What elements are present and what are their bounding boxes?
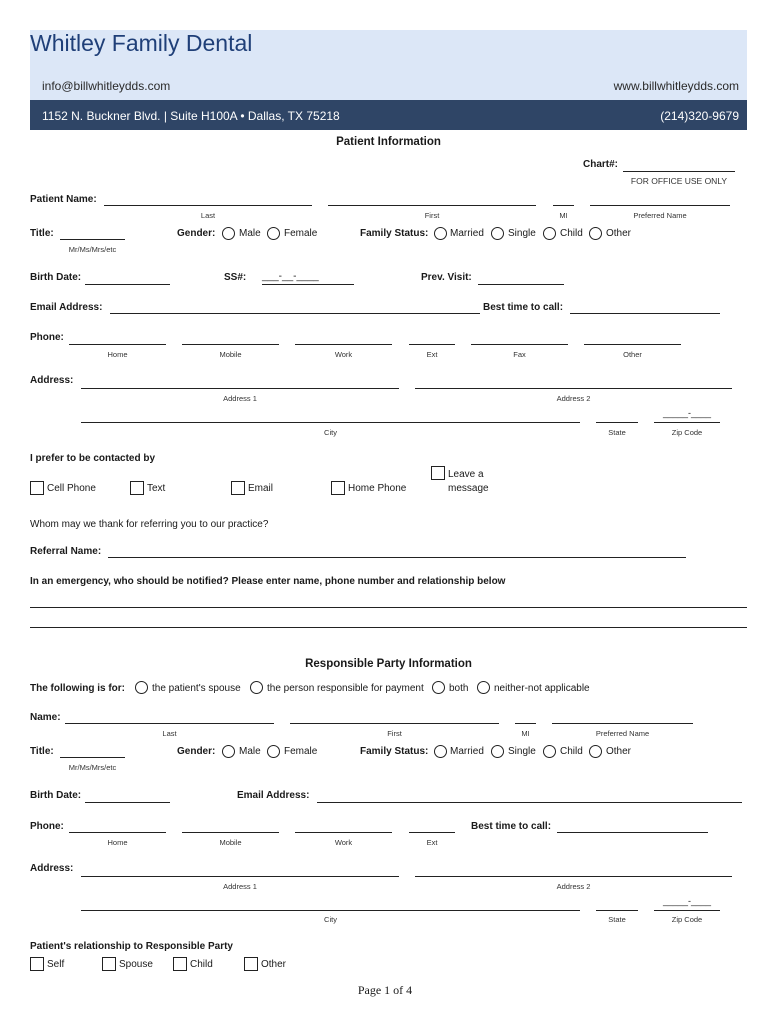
patient-preferred-name-field[interactable]	[590, 205, 730, 206]
family-child-label: Child	[560, 228, 583, 239]
rp-birth-date-field[interactable]	[85, 802, 170, 803]
contact-email-label: Email	[248, 483, 274, 494]
rp-sub-state: State	[608, 915, 626, 924]
patient-section-title: Patient Information	[336, 136, 441, 148]
rp-best-time-field[interactable]	[557, 832, 708, 833]
office-use-note: FOR OFFICE USE ONLY	[630, 176, 728, 186]
rp-sub-mobile: Mobile	[219, 838, 242, 847]
rp-best-time-label: Best time to call:	[471, 821, 552, 832]
contact-pref-label: I prefer to be contacted by	[30, 453, 156, 464]
rp-sub-work: Work	[334, 838, 353, 847]
contact-cell-label: Cell Phone	[47, 483, 96, 494]
rp-address-label: Address:	[30, 863, 74, 874]
emergency-field-2[interactable]	[30, 627, 747, 628]
rp-preferred-name-field[interactable]	[552, 723, 693, 724]
rp-last-name-field[interactable]	[65, 723, 274, 724]
ss-placeholder: ___-__-____	[262, 271, 319, 282]
for-spouse-label: the patient's spouse	[152, 683, 241, 694]
contact-text-label: Text	[147, 483, 166, 494]
rp-sub-city: City	[324, 915, 337, 924]
relationship-label: Patient's relationship to Responsible Party	[30, 941, 233, 952]
sub-city: City	[324, 428, 337, 437]
gender-label: Gender:	[177, 228, 216, 239]
sub-home: Home	[107, 350, 128, 359]
rp-title-field[interactable]	[60, 757, 125, 758]
chart-field[interactable]	[623, 171, 735, 172]
phone-label: Phone:	[30, 332, 64, 343]
rp-gender-female-radio[interactable]	[267, 745, 280, 758]
contact-home-phone-checkbox[interactable]	[331, 481, 345, 495]
rp-sub-address2: Address 2	[556, 882, 591, 891]
family-married-radio[interactable]	[434, 227, 447, 240]
rp-address2-field[interactable]	[415, 876, 732, 877]
for-both-radio[interactable]	[432, 681, 445, 694]
rp-phone-work-field[interactable]	[295, 832, 392, 833]
gender-female-radio[interactable]	[267, 227, 280, 240]
for-payer-radio[interactable]	[250, 681, 263, 694]
title-field[interactable]	[60, 239, 125, 240]
relationship-child-checkbox[interactable]	[173, 957, 187, 971]
family-other-label: Other	[606, 228, 632, 239]
family-child-radio[interactable]	[543, 227, 556, 240]
phone-fax-field[interactable]	[471, 344, 568, 345]
rp-family-other-label: Other	[606, 746, 632, 757]
rp-family-married-radio[interactable]	[434, 745, 447, 758]
prev-visit-label: Prev. Visit:	[421, 272, 472, 283]
referral-question: Whom may we thank for referring you to our practice?	[30, 519, 269, 530]
leave-message-line2: message	[448, 483, 489, 494]
email-field[interactable]	[110, 313, 480, 314]
family-other-radio[interactable]	[589, 227, 602, 240]
responsible-section-title: Responsible Party Information	[305, 658, 472, 670]
rp-sub-address1: Address 1	[223, 882, 257, 891]
rp-family-child-label: Child	[560, 746, 583, 757]
practice-email: info@billwhitleydds.com	[42, 79, 171, 93]
rp-phone-home-field[interactable]	[69, 832, 166, 833]
sub-zip: Zip Code	[671, 428, 703, 437]
address-label: Address:	[30, 375, 74, 386]
rp-title-sub: Mr/Ms/Mrs/etc	[68, 763, 117, 772]
rp-family-other-radio[interactable]	[589, 745, 602, 758]
for-payer-label: the person responsible for payment	[267, 683, 424, 694]
rp-family-single-label: Single	[508, 746, 536, 757]
ss-label: SS#:	[224, 272, 247, 283]
leave-message-line1: Leave a	[448, 469, 484, 480]
phone-ext-field[interactable]	[409, 344, 455, 345]
family-single-label: Single	[508, 228, 536, 239]
rp-family-married-label: Married	[450, 746, 484, 757]
ss-field[interactable]	[262, 284, 354, 285]
phone-other-field[interactable]	[584, 344, 681, 345]
gender-male-label: Male	[239, 228, 261, 239]
emergency-field-1[interactable]	[30, 607, 747, 608]
zip-placeholder: _____-____	[662, 408, 712, 418]
relationship-spouse-checkbox[interactable]	[102, 957, 116, 971]
sub-state: State	[608, 428, 626, 437]
for-label: The following is for:	[30, 683, 125, 694]
rp-family-single-radio[interactable]	[491, 745, 504, 758]
rp-title-label: Title:	[30, 746, 54, 757]
rp-first-name-field[interactable]	[290, 723, 499, 724]
sub-preferred: Preferred Name	[633, 211, 687, 220]
chart-label: Chart#:	[583, 159, 619, 170]
page-number: Page 1 of 4	[357, 983, 413, 997]
practice-website: www.billwhitleydds.com	[613, 79, 739, 93]
title-sub: Mr/Ms/Mrs/etc	[68, 245, 117, 254]
sub-last: Last	[200, 211, 216, 220]
sub-fax: Fax	[513, 350, 526, 359]
rp-state-field[interactable]	[596, 910, 638, 911]
address2-field[interactable]	[415, 388, 732, 389]
birth-date-field[interactable]	[85, 284, 170, 285]
patient-mi-field[interactable]	[553, 205, 574, 206]
rp-phone-mobile-field[interactable]	[182, 832, 279, 833]
for-spouse-radio[interactable]	[135, 681, 148, 694]
rp-sub-mi: MI	[521, 729, 530, 738]
rp-birth-date-label: Birth Date:	[30, 790, 82, 801]
rp-sub-zip: Zip Code	[671, 915, 703, 924]
rp-email-field[interactable]	[317, 802, 742, 803]
birth-date-label: Birth Date:	[30, 272, 82, 283]
emergency-label: In an emergency, who should be notified? Please enter name, phone number and relationship below	[30, 576, 506, 587]
contact-cell-checkbox[interactable]	[30, 481, 44, 495]
relationship-self-checkbox[interactable]	[30, 957, 44, 971]
sub-ext: Ext	[426, 350, 438, 359]
sub-address2: Address 2	[556, 394, 591, 403]
rp-sub-home: Home	[107, 838, 128, 847]
rp-sub-ext: Ext	[426, 838, 438, 847]
phone-mobile-field[interactable]	[182, 344, 279, 345]
prev-visit-field[interactable]	[478, 284, 564, 285]
family-married-label: Married	[450, 228, 484, 239]
relationship-self-label: Self	[47, 959, 65, 970]
relationship-child-label: Child	[190, 959, 213, 970]
rp-zip-field[interactable]	[654, 910, 720, 911]
relationship-other-label: Other	[261, 959, 287, 970]
for-both-label: both	[449, 683, 469, 694]
phone-home-field[interactable]	[69, 344, 166, 345]
rp-email-label: Email Address:	[237, 790, 310, 801]
city-field[interactable]	[81, 422, 580, 423]
family-single-radio[interactable]	[491, 227, 504, 240]
contact-email-checkbox[interactable]	[231, 481, 245, 495]
contact-leave-message-checkbox[interactable]	[431, 466, 445, 480]
rp-sub-last: Last	[162, 729, 177, 738]
sub-mi: MI	[559, 211, 568, 220]
rp-sub-preferred: Preferred Name	[595, 729, 650, 738]
rp-phone-label: Phone:	[30, 821, 64, 832]
rp-gender-male-label: Male	[239, 746, 261, 757]
patient-first-name-field[interactable]	[328, 205, 536, 206]
rp-city-field[interactable]	[81, 910, 580, 911]
rp-phone-ext-field[interactable]	[409, 832, 455, 833]
address1-field[interactable]	[81, 388, 399, 389]
rp-zip-placeholder: _____-____	[662, 896, 712, 906]
contact-home-phone-label: Home Phone	[348, 483, 407, 494]
practice-phone: (214)320-9679	[660, 109, 739, 123]
practice-address: 1152 N. Buckner Blvd. | Suite H100A • Dallas, TX 75218	[42, 109, 340, 123]
sub-address1: Address 1	[223, 394, 257, 403]
rp-family-child-radio[interactable]	[543, 745, 556, 758]
relationship-spouse-label: Spouse	[119, 959, 153, 970]
rp-gender-label: Gender:	[177, 746, 216, 757]
state-field[interactable]	[596, 422, 638, 423]
rp-address1-field[interactable]	[81, 876, 399, 877]
referral-field[interactable]	[108, 557, 686, 558]
for-neither-label: neither-not applicable	[494, 683, 590, 694]
gender-male-radio[interactable]	[222, 227, 235, 240]
patient-name-label: Patient Name:	[30, 194, 97, 205]
rp-gender-male-radio[interactable]	[222, 745, 235, 758]
referral-label: Referral Name:	[30, 546, 102, 557]
rp-sub-first: First	[387, 729, 402, 738]
sub-work: Work	[334, 350, 353, 359]
relationship-other-checkbox[interactable]	[244, 957, 258, 971]
contact-text-checkbox[interactable]	[130, 481, 144, 495]
rp-name-label: Name:	[30, 712, 61, 723]
rp-gender-female-label: Female	[284, 746, 318, 757]
rp-family-status-label: Family Status:	[360, 746, 429, 757]
email-label: Email Address:	[30, 302, 103, 313]
best-time-label: Best time to call:	[483, 302, 564, 313]
phone-work-field[interactable]	[295, 344, 392, 345]
zip-field[interactable]	[654, 422, 720, 423]
sub-first: First	[424, 211, 440, 220]
patient-last-name-field[interactable]	[104, 205, 312, 206]
sub-other: Other	[623, 350, 642, 359]
best-time-field[interactable]	[570, 313, 720, 314]
title-label: Title:	[30, 228, 54, 239]
sub-mobile: Mobile	[219, 350, 242, 359]
rp-mi-field[interactable]	[515, 723, 536, 724]
for-neither-radio[interactable]	[477, 681, 490, 694]
practice-name: Whitley Family Dental	[30, 30, 253, 56]
family-status-label: Family Status:	[360, 228, 429, 239]
gender-female-label: Female	[284, 228, 318, 239]
